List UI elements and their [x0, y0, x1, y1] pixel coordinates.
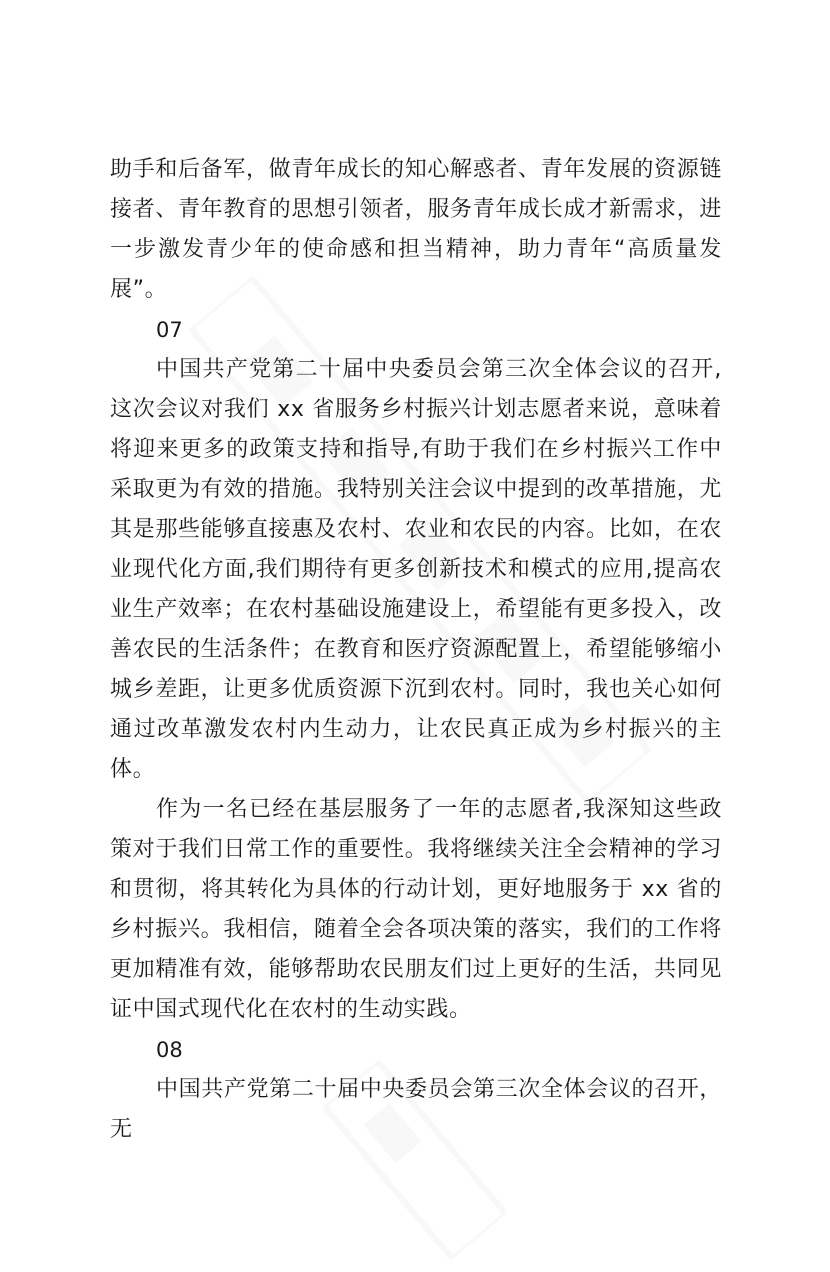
paragraph-07-reform: 中国共产党第二十届中央委员会第三次全体会议的召开,这次会议对我们 xx 省服务乡村振兴计划志愿者来说，意味着将迎来更多的政策支持和指导,有助于我们在乡村振兴工作中采取更为有效的措施。我特别关注会议中提到的改革措施，尤其是那些能够直接惠及农村、农业和农民的内容。比如，在农业现代化方面,我们期待有更多创新技术和模式的应用,提高农业生产效率；在农村基础设施建设上，希望能有更多投入，改善农民的生活条件；在教育和医疗资源配置上，希望能够缩小城乡差距，让更多优质资源下沉到农村。同时，我也关心如何通过改革激发农村内生动力，让农民真正成为乡村振兴的主体。	[110, 357, 722, 782]
section-number-08: 08	[156, 1038, 183, 1062]
document-body	[110, 150, 722, 1150]
paragraph-07-volunteer: 作为一名已经在基层服务了一年的志愿者,我深知这些政策对于我们日常工作的重要性。我将继续关注全会精神的学习和贯彻，将其转化为具体的行动计划，更好地服务于 xx 省的乡村振兴。我相信，随着全会各项决策的落实，我们的工作将更加精准有效，能够帮助农民朋友们过上更好的生活，共同见证中国式现代化在农村的生动实践。	[110, 797, 722, 1022]
paragraph-08-start: 中国共产党第二十届中央委员会第三次全体会议的召开，无	[110, 1077, 722, 1142]
paragraph-continuation: 助手和后备军，做青年成长的知心解惑者、青年发展的资源链接者、青年教育的思想引领者，服务青年成长成才新需求，进一步激发青少年的使命感和担当精神，助力青年“高质量发展”。	[110, 157, 722, 302]
section-number-07: 07	[156, 318, 183, 342]
